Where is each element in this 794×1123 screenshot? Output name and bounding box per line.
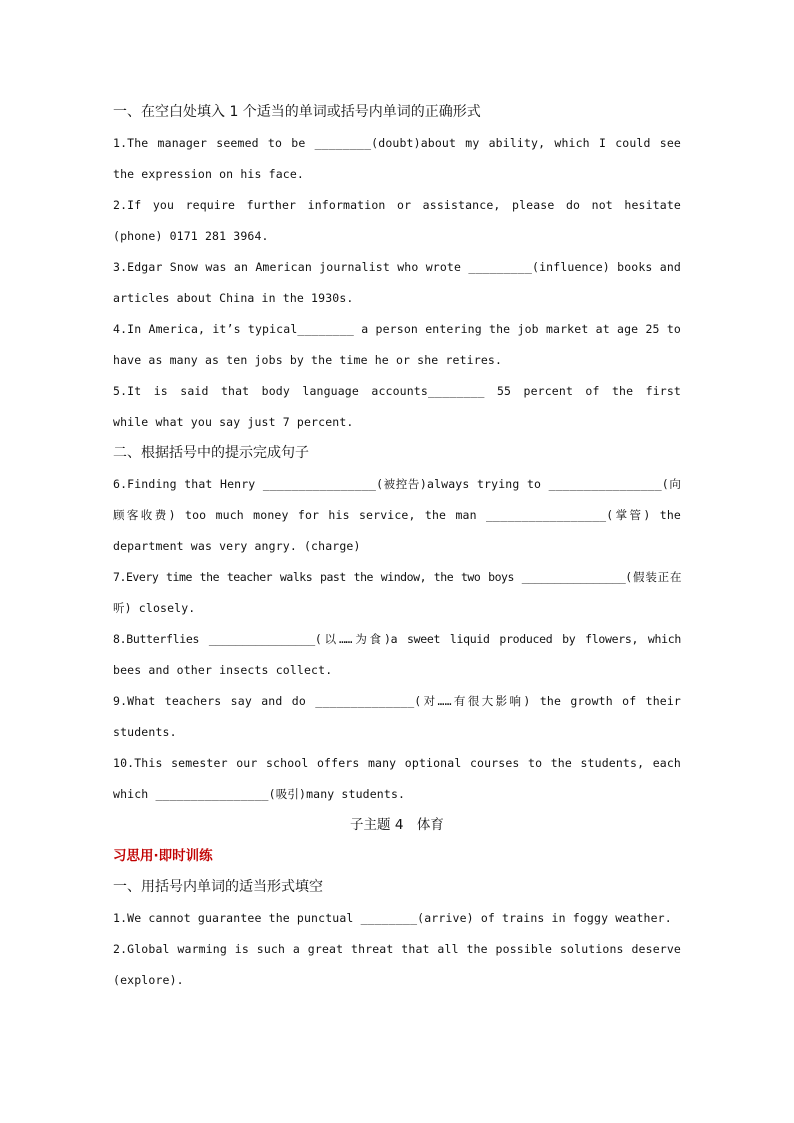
section-heading: 一、用括号内单词的适当形式填空 [113,879,323,895]
question-4-line-2: have as many as ten jobs by the time he or she retires. [113,353,503,367]
question-1 [113,128,681,190]
question-9 [113,686,681,748]
question-6 [113,469,681,562]
question-5 [113,376,681,438]
question-3 [113,252,681,314]
question-2-line-2: (phone) 0171 281 3964. [113,229,269,243]
question-6-line-3: department was very angry. (charge) [113,539,361,553]
exercise-2-line-1: 2.Global warming is such a great threat that all the possible solutions deserve [113,942,681,956]
section-heading: 二、根据括号中的提示完成句子 [113,445,309,461]
question-5-line-1: 5.It is said that body language accounts________ 55 percent of the first [113,384,681,398]
question-2 [113,190,681,252]
question-7-line-1: 7.Every time the teacher walks past the window, the two boys ________________(假装正在 [113,570,681,584]
question-4-line-1: 4.In America, it’s typical________ a person entering the job market at age 25 to [113,322,681,336]
question-8-line-2: bees and other insects collect. [113,663,333,677]
question-7-line-2: 听) closely. [113,601,196,615]
worksheet-page [113,97,681,996]
section-heading: 一、在空白处填入 1 个适当的单词或括号内单词的正确形式 [113,104,481,120]
question-1-line-2: the expression on his face. [113,167,304,181]
subtopic-title: 子主题 4 体育 [350,817,444,833]
question-2-line-1: 2.If you require further information or assistance, please do not hesitate [113,198,681,212]
question-7 [113,562,681,624]
question-9-line-1: 9.What teachers say and do ______________(对……有很大影响) the growth of their [113,694,681,708]
exercise-2 [113,934,681,996]
question-9-line-2: students. [113,725,177,739]
question-6-line-2: 顾客收费) too much money for his service, the man _________________(掌管) the [113,508,681,522]
exercise-2-line-2: (explore). [113,973,184,987]
question-10 [113,748,681,810]
question-1-line-1: 1.The manager seemed to be ________(doubt)about my ability, which I could see [113,136,681,150]
question-10-line-1: 10.This semester our school offers many optional courses to the students, each [113,756,681,770]
exercise-1 [113,903,681,934]
question-3-line-1: 3.Edgar Snow was an American journalist who wrote _________(influence) books and [113,260,681,274]
question-8 [113,624,681,686]
exercise-1-line-1: 1.We cannot guarantee the punctual ________(arrive) of trains in foggy weather. [113,911,672,925]
question-8-line-1: 8.Butterflies ________________(以……为食)a sweet liquid produced by flowers, which [113,632,681,646]
question-10-line-2: which ________________(吸引)many students. [113,787,406,801]
practice-label: 习思用·即时训练 [113,848,213,864]
question-3-line-2: articles about China in the 1930s. [113,291,354,305]
question-5-line-2: while what you say just 7 percent. [113,415,354,429]
question-6-line-1: 6.Finding that Henry ________________(被控告)always trying to ________________(向 [113,477,681,491]
question-4 [113,314,681,376]
